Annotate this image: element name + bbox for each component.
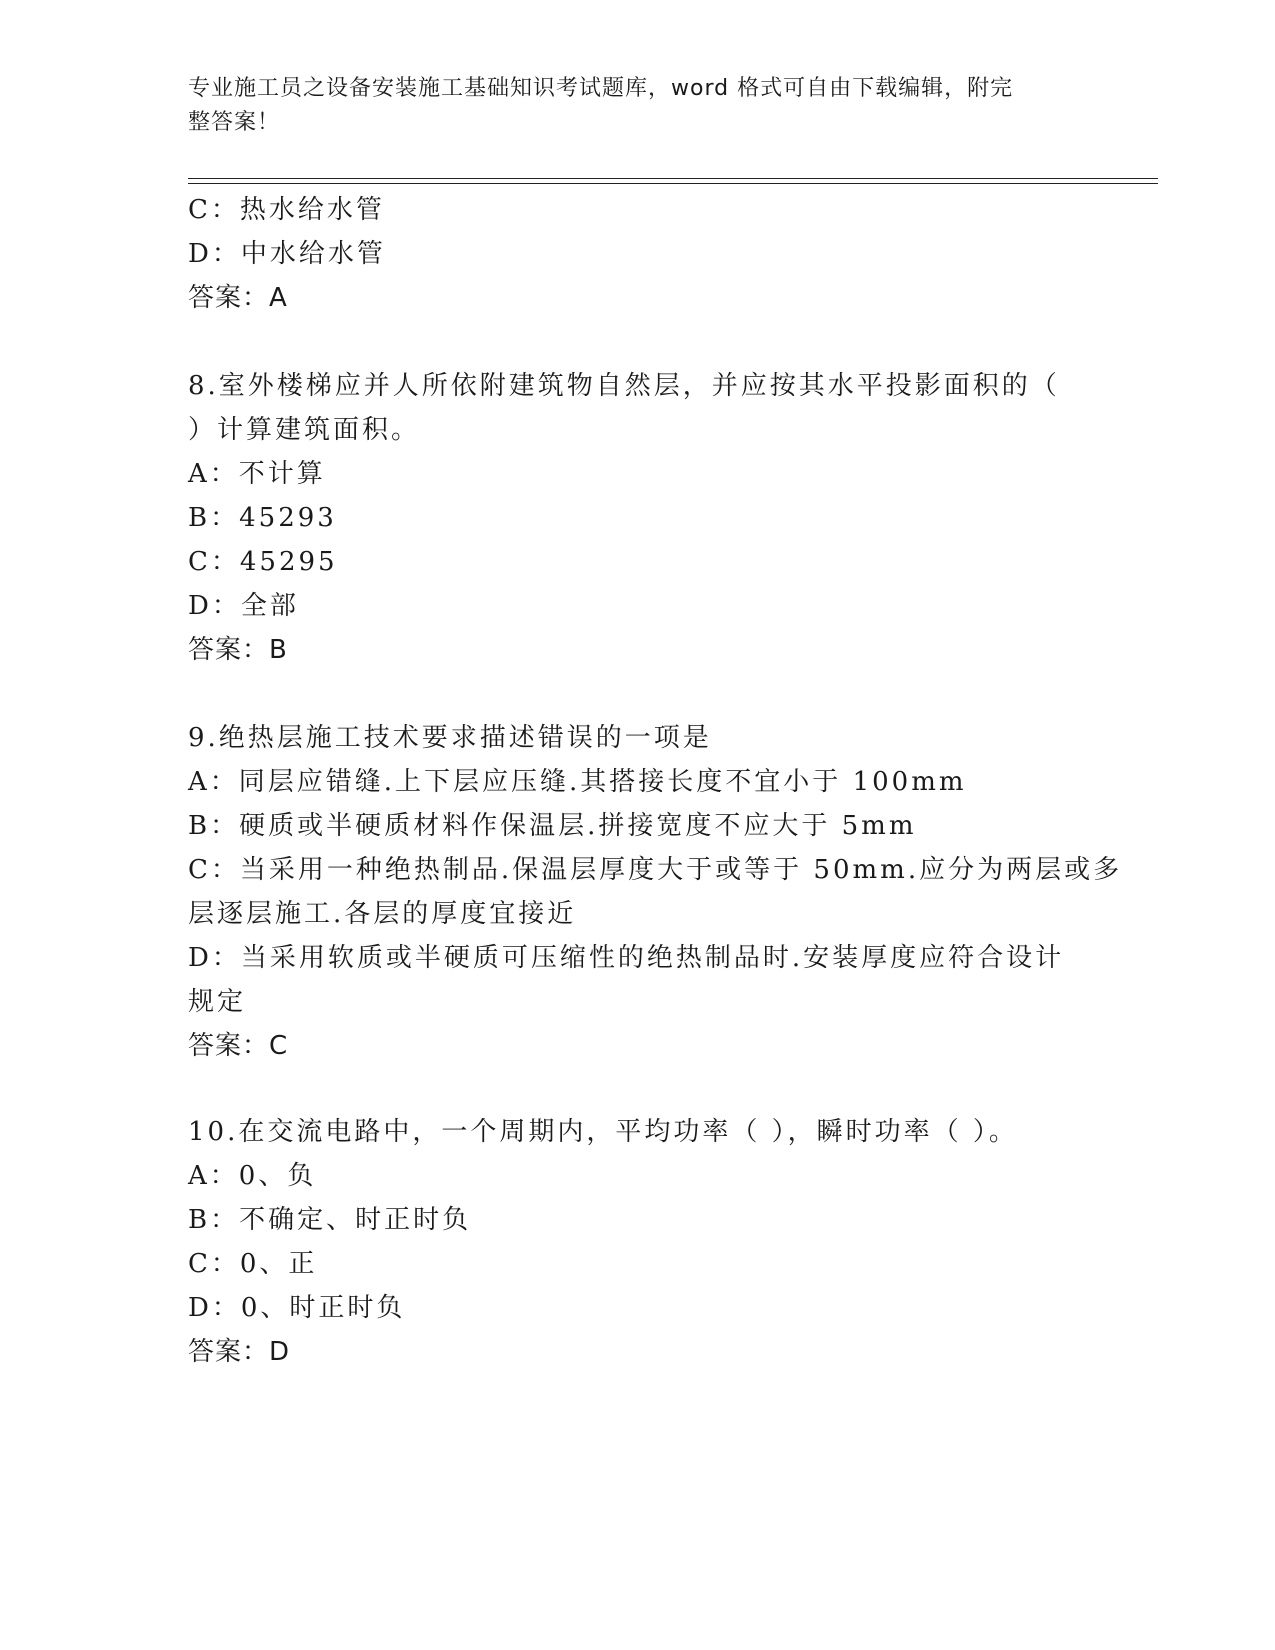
q7-option-d: D：中水给水管: [188, 239, 386, 269]
q8-option-b: B：45293: [188, 503, 337, 533]
q8-stem-line-1: 8.室外楼梯应并人所依附建筑物自然层，并应按其水平投影面积的（: [188, 371, 1060, 401]
header-divider-bottom: [188, 183, 1158, 184]
q8-option-a: A：不计算: [188, 459, 326, 489]
q9-option-c-line-2: 层逐层施工.各层的厚度宜接近: [188, 899, 577, 929]
header-line-2: 整答案！: [188, 110, 281, 135]
q9-option-c-line-1: C：当采用一种绝热制品.保温层厚度大于或等于 50mm.应分为两层或多: [188, 855, 1123, 885]
q9-answer: 答案：C: [188, 1031, 289, 1061]
q9-option-d-line-1: D：当采用软质或半硬质可压缩性的绝热制品时.安装厚度应符合设计: [188, 943, 1065, 973]
q10-stem: 10.在交流电路中，一个周期内，平均功率（ ），瞬时功率（ ）。: [188, 1117, 1018, 1147]
q10-answer: 答案：D: [188, 1337, 291, 1367]
q9-option-a: A：同层应错缝.上下层应压缝.其搭接长度不宜小于 100mm: [188, 767, 967, 797]
header-divider-top: [188, 178, 1158, 179]
q8-option-c: C：45295: [188, 547, 338, 577]
q10-option-d: D：0、时正时负: [188, 1293, 406, 1323]
q10-option-c: C：0、正: [188, 1249, 318, 1279]
q8-option-d: D：全部: [188, 591, 299, 621]
q9-option-b: B：硬质或半硬质材料作保温层.拼接宽度不应大于 5mm: [188, 811, 917, 841]
q7-option-c: C：热水给水管: [188, 195, 385, 225]
q9-stem: 9.绝热层施工技术要求描述错误的一项是: [188, 723, 712, 753]
document-header: [188, 72, 1068, 140]
q8-stem-line-2: ）计算建筑面积。: [188, 415, 421, 445]
q9-option-d-line-2: 规定: [188, 987, 247, 1017]
q10-option-b: B：不确定、时正时负: [188, 1205, 472, 1235]
q8-answer: 答案：B: [188, 635, 288, 665]
header-line-1: 专业施工员之设备安装施工基础知识考试题库，word 格式可自由下载编辑，附完: [188, 76, 1014, 101]
q7-answer: 答案：A: [188, 283, 288, 313]
q10-option-a: A：0、负: [188, 1161, 317, 1191]
